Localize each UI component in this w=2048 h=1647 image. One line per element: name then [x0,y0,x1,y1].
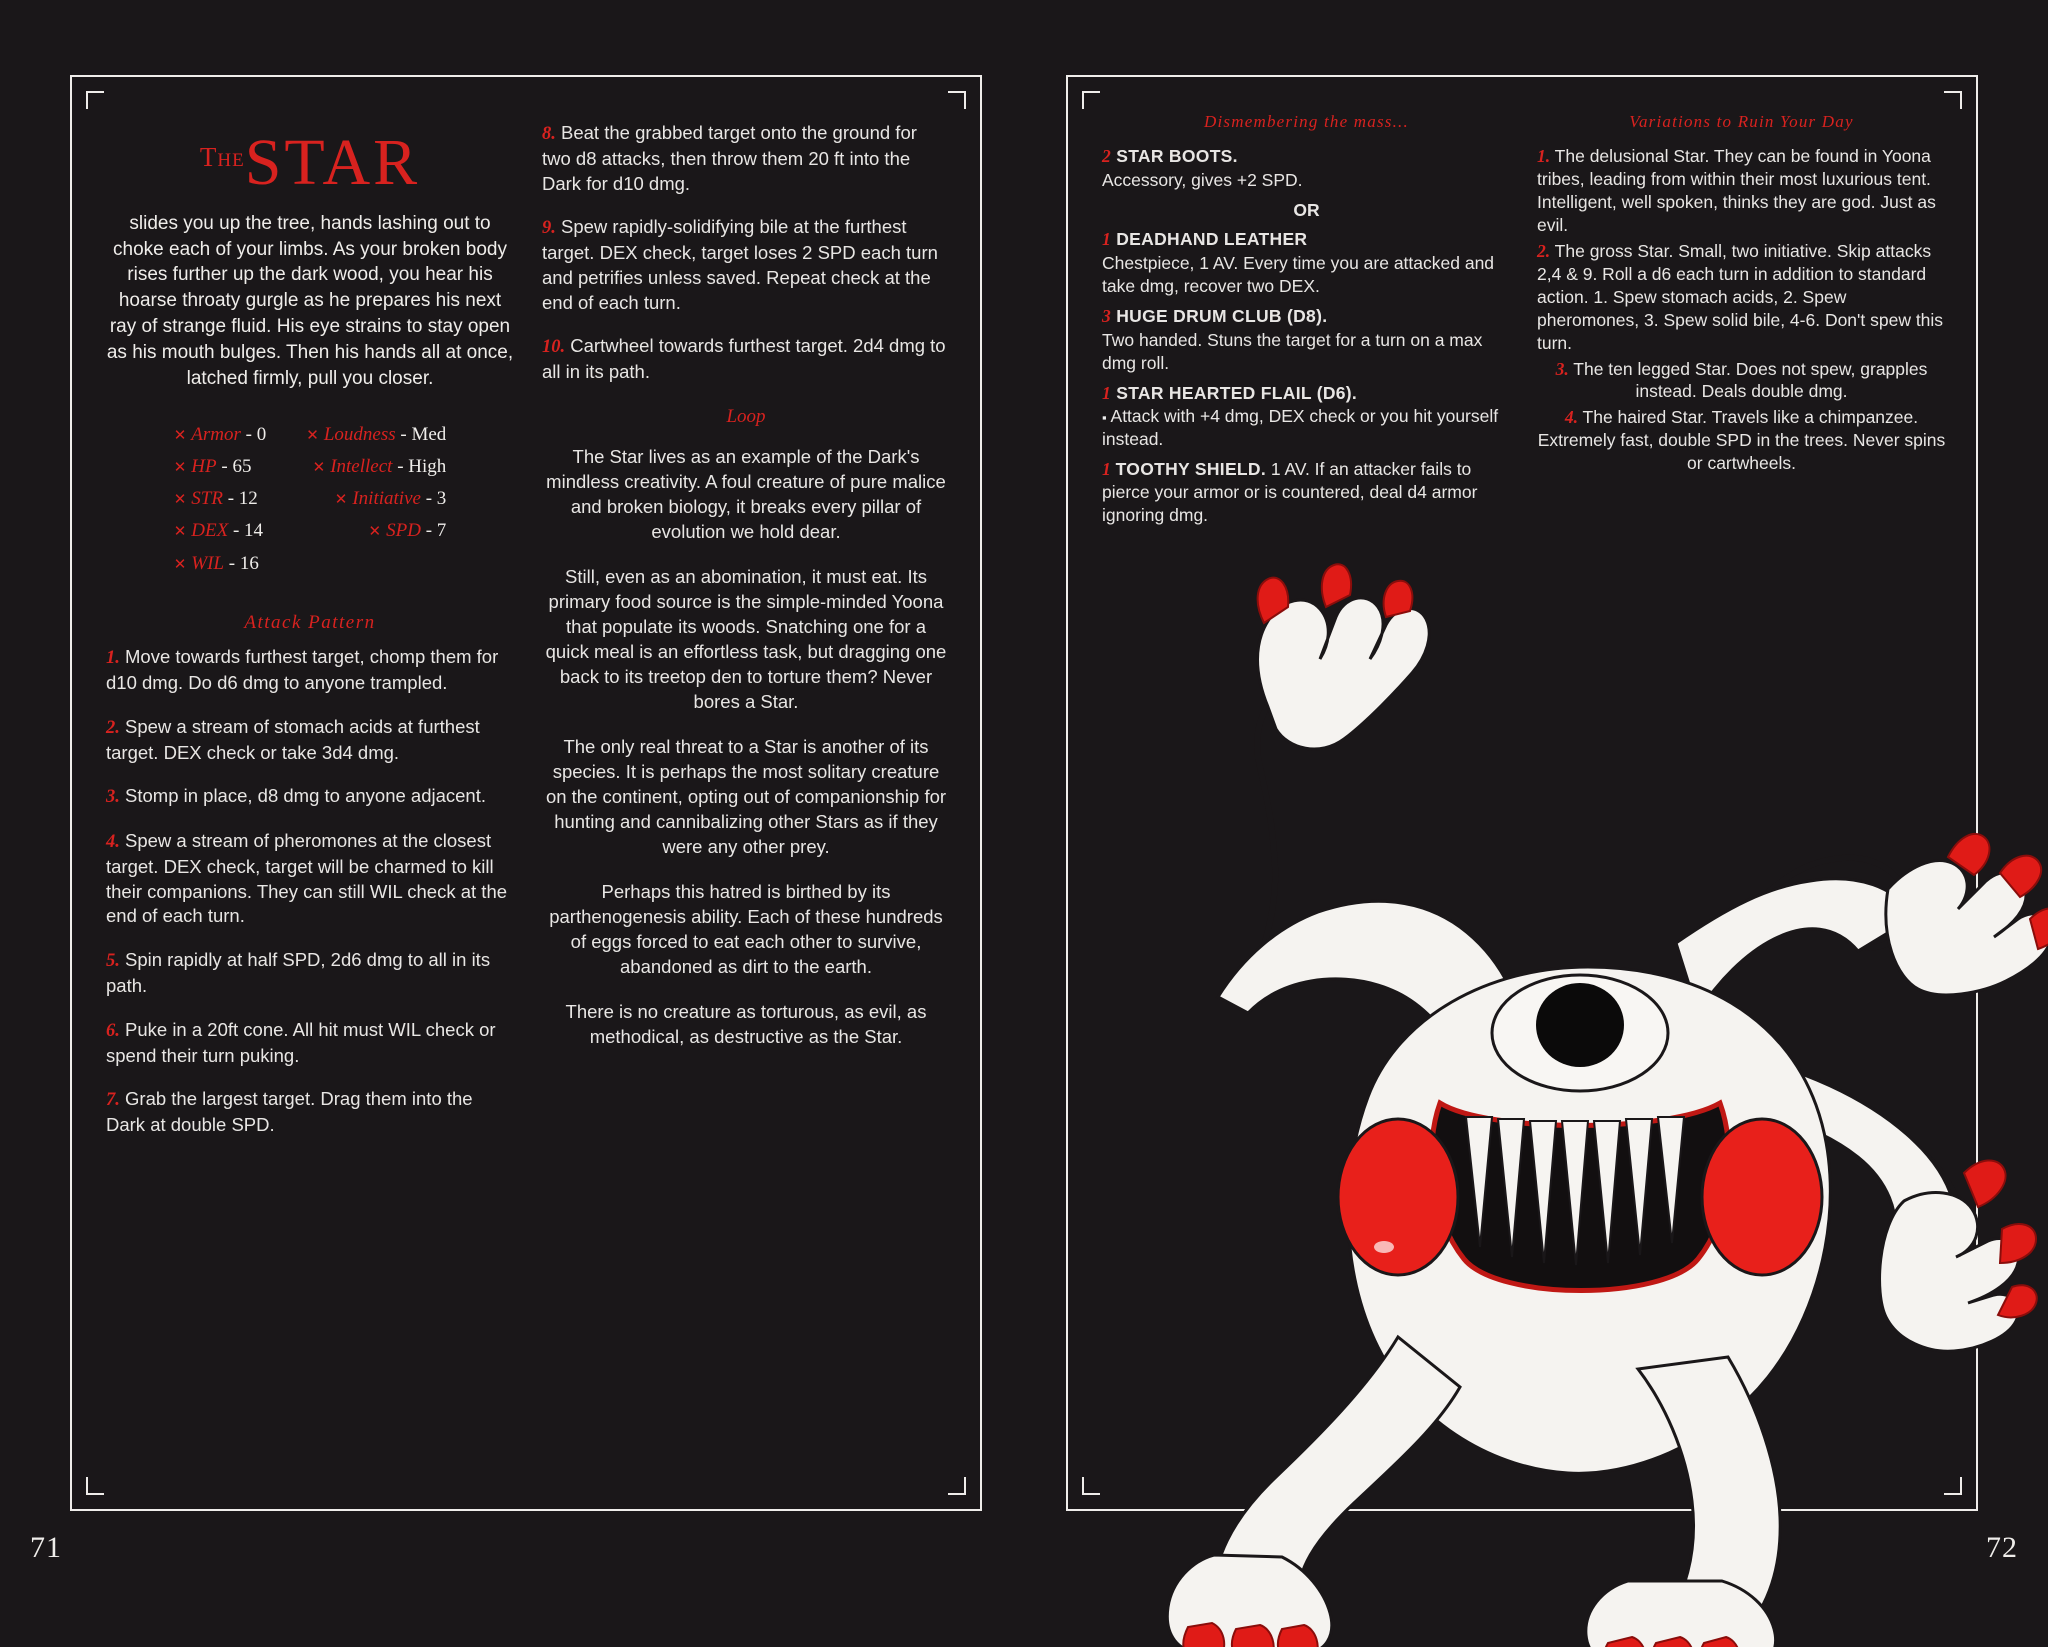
attack-entry [106,715,514,766]
or-label: OR [1293,200,1320,221]
stat-column-right [306,422,446,576]
attack-number: 2. [106,717,120,738]
stat-label: Loudness [323,423,396,445]
attack-text: Move towards furthest target, chomp them for d10 dmg. Do d6 dmg to anyone trampled. [106,646,499,693]
attack-number: 10. [542,337,566,358]
attack-text: Spew a stream of stomach acids at furthest target. DEX check or take 3d4 dmg. [106,715,480,763]
attack-entry [106,1087,514,1138]
stat-row [174,454,267,479]
square-bullet-icon: ▪ [1102,410,1107,426]
left-page [0,0,1024,1583]
variation-entry [1537,358,1946,404]
stat-row [313,454,447,479]
stat-label: Armor [191,423,241,445]
stat-row [174,518,267,543]
loot-entry [1102,458,1511,527]
attack-number: 7. [106,1090,120,1111]
attack-pattern-heading: Attack Pattern [244,611,376,633]
stat-value: - 65 [221,455,252,477]
stat-label: DEX [191,520,229,542]
loot-quantity: 3 [1102,305,1112,326]
attack-text: Spew a stream of pheromones at the closest target. DEX check, target will be charmed to kill their companions. They can still WIL check at the end of each turn. [106,830,508,927]
left-column-two [542,119,950,1485]
attack-entry [106,1018,514,1069]
stat-row [174,551,267,576]
stat-value: - 0 [245,423,267,445]
loot-name: TOOTHY SHIELD. [1115,459,1267,480]
star-creature-illustration [1068,457,2048,1647]
loot-body [1102,405,1511,451]
left-page-frame [70,75,982,1511]
loot-body-text: Attack with +4 dmg, DEX check or you hit yourself instead. [1102,406,1499,450]
variation-number: 1. [1537,146,1551,167]
attack-number: 5. [106,951,120,972]
stat-label: HP [191,455,217,477]
attack-entry [542,215,950,315]
attack-number: 6. [106,1020,120,1041]
stat-label: STR [191,488,223,510]
variation-entry [1537,240,1946,355]
attack-number: 3. [106,787,120,808]
corner-ornament [946,75,982,111]
corner-ornament [1066,1475,1102,1511]
stat-value: - Med [400,423,447,445]
corner-ornament [1942,1475,1978,1511]
title-article: The [199,142,245,172]
right-page [1024,0,2048,1583]
loot-body-text: 1 AV. If an attacker fails to pierce your armor or is countered, deal d4 armor ignoring dmg. [1102,459,1478,526]
left-columns [106,119,950,1485]
attack-number: 4. [106,832,120,853]
loot-quantity: 1 [1102,229,1112,250]
attack-entry [106,645,514,696]
bullet-x-icon: ✕ [173,524,187,541]
attack-number: 8. [542,124,556,144]
loot-entry [1102,305,1511,375]
corner-ornament [1066,75,1102,111]
loot-name: DEADHAND LEATHER [1116,229,1308,250]
attack-text: Grab the largest target. Drag them into the Dark at double SPD. [106,1088,473,1136]
page-number-left: 71 [30,1531,62,1564]
variation-text: The delusional Star. They can be found in Yoona tribes, leading from within their most luxurious tent. Intelligent, well spoken, thinks they are god. Just as evil. [1537,146,1936,236]
variation-entry [1537,406,1946,475]
loot-name: STAR HEARTED FLAIL (D6). [1116,382,1358,403]
stat-value: - 16 [228,552,259,574]
lore-paragraph: The only real threat to a Star is another of its species. It is perhaps the most solitary creature on the continent, opting out of companionship for hunting and cannibalizing other Stars as if they were any other prey. [545,735,947,857]
variation-number: 3. [1555,358,1569,379]
attack-text: Spew rapidly-solidifying bile at the furthest target. DEX check, target loses 2 SPD each turn and petrifies unless saved. Repeat check at the end of each turn. [542,216,938,313]
attack-entry [106,784,514,810]
page-number-right: 72 [1986,1531,2018,1564]
stat-row [174,422,267,447]
intro-paragraph: slides you up the tree, hands lashing out to choke each of your limbs. As your broken body rises further up the dark wood, you hear his hoarse throaty gurgle as he prepares his next ray of strange fluid. His eye strains to stay open as his mouth bulges. Then his hands all at once, latched firmly, pull you closer. [106,212,514,389]
lore-paragraph: Perhaps this hatred is birthed by its parthenogenesis ability. Each of these hundreds of eggs forced to eat each other to survive, abandoned as dirt to the earth. [549,880,943,977]
variations-column [1537,111,1946,534]
attack-text: Cartwheel towards furthest target. 2d4 dmg to all in its path. [542,335,946,383]
bullet-x-icon: ✕ [334,492,348,509]
bullet-x-icon: ✕ [312,459,326,476]
attack-entry [106,829,514,929]
stat-row [306,422,446,447]
bullet-x-icon: ✕ [306,427,319,444]
lore-paragraph: Still, even as an abomination, it must eat. Its primary food source is the simple-minded Yoona that populate its woods. Snatching one for a quick meal is an effortless task, but dragging one back to its treetop den to torture them? Never bores a Star. [545,566,947,713]
variation-entry [1537,145,1946,237]
right-columns [1102,111,1946,534]
loot-column [1102,111,1511,534]
stat-label: Initiative [352,488,421,510]
attack-text: Puke in a 20ft cone. All hit must WIL check or spend their turn puking. [106,1018,496,1066]
stat-column-left [174,422,267,576]
loot-body: Accessory, gives +2 SPD. [1102,170,1303,191]
stat-value: - High [397,455,447,477]
stat-row [369,518,447,543]
corner-ornament [946,1475,982,1511]
bullet-x-icon: ✕ [173,427,187,444]
attack-text: Stomp in place, d8 dmg to anyone adjacent. [125,785,487,807]
stat-label: Intellect [330,455,393,477]
stat-row [335,486,447,511]
stat-value: - 12 [227,488,258,510]
bullet-x-icon: ✕ [173,459,187,476]
corner-ornament [1942,75,1978,111]
stat-row [174,486,267,511]
loot-name: STAR BOOTS. [1116,146,1238,167]
corner-ornament [70,75,106,111]
title-name: STAR [244,126,421,199]
stat-value: - 7 [425,520,447,542]
bullet-x-icon: ✕ [173,556,187,573]
variation-text: The gross Star. Small, two initiative. Skip attacks 2,4 & 9. Roll a d6 each turn in addition to standard action. 1. Spew stomach acids, 2. Spew pheromones, 3. Spew solid bile, 4-6. Don't spew this turn. [1537,240,1944,353]
attack-number: 1. [106,648,120,669]
corner-ornament [70,1475,106,1511]
variations-heading: Variations to Ruin Your Day [1629,112,1854,131]
left-column-one [106,119,514,1485]
loot-quantity: 1 [1102,382,1112,403]
attack-entry [542,334,950,385]
attack-number: 9. [542,218,556,239]
stat-block [106,422,514,576]
page-title [106,119,514,207]
loot-entry [1102,382,1511,452]
stat-value: - 14 [232,520,264,542]
attack-entry [542,121,950,196]
stat-label: SPD [386,520,421,542]
bullet-x-icon: ✕ [368,524,382,541]
loot-title [1102,458,1511,527]
stat-label: WIL [191,552,225,574]
loot-entry [1102,228,1511,298]
loop-label: Loop [726,406,766,428]
loot-title [1102,382,1511,405]
loot-heading: Dismembering the mass... [1204,112,1409,131]
variation-number: 4. [1564,407,1578,428]
loot-quantity: 2 [1102,146,1112,167]
attack-text: Beat the grabbed target onto the ground for two d8 attacks, then throw them 20 ft into the Dark for d10 dmg. [542,122,917,194]
bullet-x-icon: ✕ [173,492,187,509]
loot-title [1102,228,1511,251]
loot-entry [1102,145,1511,192]
loot-name: HUGE DRUM CLUB (D8). [1116,305,1328,326]
lore-paragraph: There is no creature as torturous, as evil, as methodical, as destructive as the Star. [565,1000,927,1047]
stat-value: - 3 [425,488,447,510]
right-page-frame [1066,75,1978,1511]
variation-text: The haired Star. Travels like a chimpanzee. Extremely fast, double SPD in the trees. Never spins or cartwheels. [1537,407,1946,474]
loot-body: Two handed. Stuns the target for a turn on a max dmg roll. [1102,329,1483,373]
lore-paragraph: The Star lives as an example of the Dark's mindless creativity. A foul creature of pure malice and broken biology, it breaks every pillar of evolution we hold dear. [546,446,946,543]
attack-entry [106,948,514,999]
loot-body: Chestpiece, 1 AV. Every time you are attacked and take dmg, recover two DEX. [1102,252,1495,296]
variation-text: The ten legged Star. Does not spew, grapples instead. Deals double dmg. [1573,358,1928,402]
loot-title [1102,305,1511,328]
loot-quantity: 1 [1102,459,1111,480]
loot-title [1102,145,1511,168]
attack-text: Spin rapidly at half SPD, 2d6 dmg to all in its path. [106,949,491,996]
variation-number: 2. [1537,240,1551,261]
